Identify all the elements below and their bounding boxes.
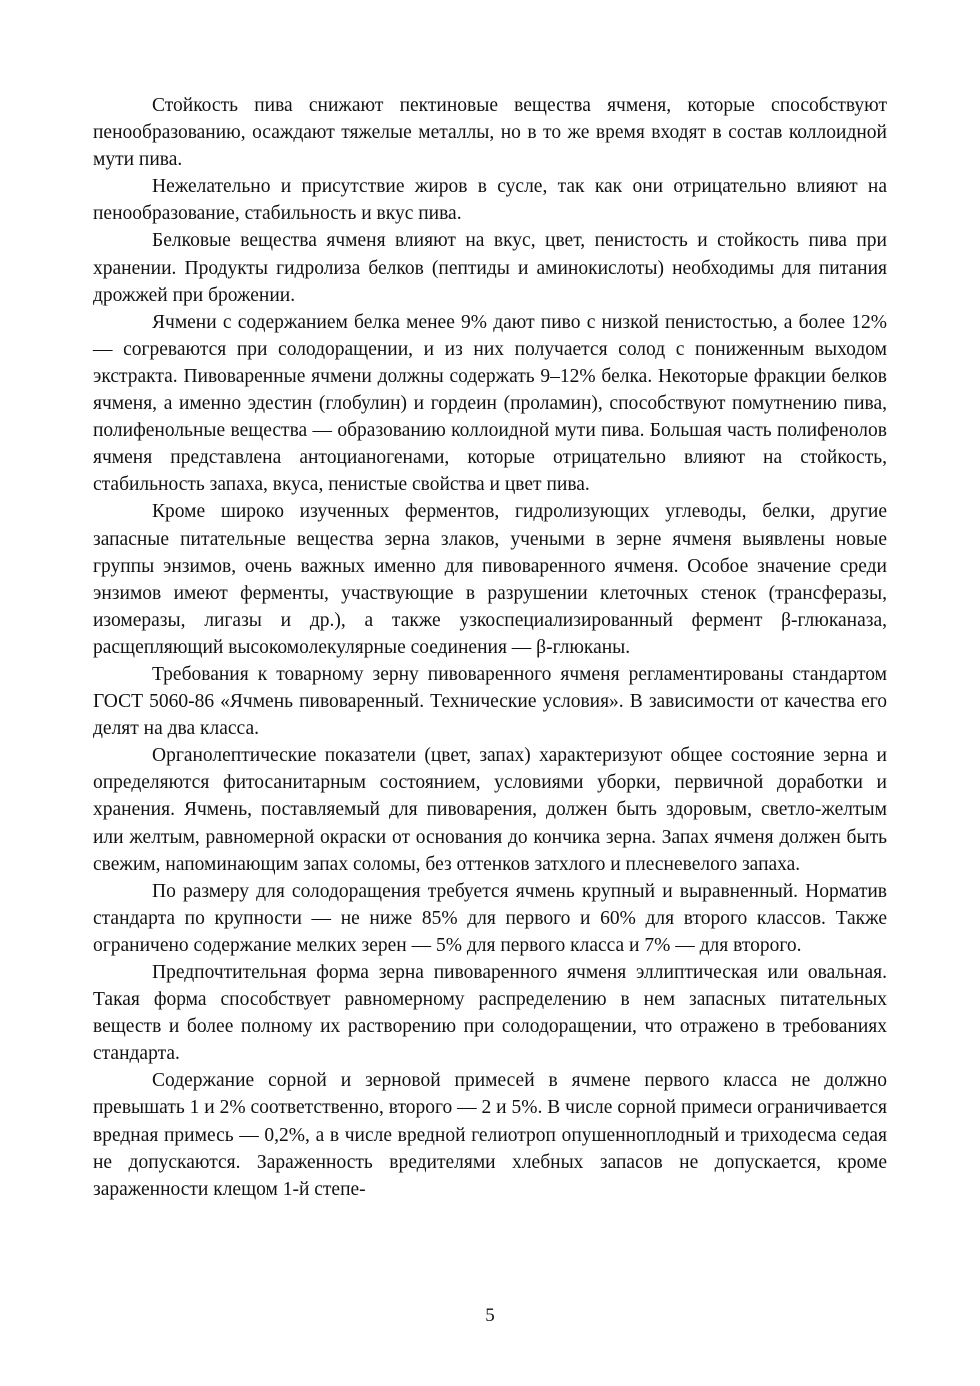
paragraph-organoleptic: Органолептические показатели (цвет, запах) характеризуют общее состояние зерна и определяются фитосанитарным состоянием, условиями уборки, первичной доработки и хранения. Ячмень, поставляемый для пивоварения, должен быть здоровым, светло-желтым или желтым, равномерной окраски от основания до кончика зерна. Запах ячменя должен быть свежим, напоминающим запах соломы, без оттенков затхлого и плесневелого запаха. (93, 745, 887, 875)
paragraph-impurities: Содержание сорной и зерновой примесей в ячмене первого класса не должно превышать 1 и 2% соответственно, второго — 2 и 5%. В числе сорной примеси ограничивается вредная примесь — 0,2%, а в числе вредной гелиотроп опушенноплодный и триходесма седая не допускаются. Зараженность вредителями хлебных запасов не допускается, кроме зараженности клещом 1-й степе- (93, 1070, 887, 1200)
paragraph-grain-shape: Предпочтительная форма зерна пивоваренного ячменя эллиптическая или овальная. Такая форма способствует равномерному распределению в нем запасных питательных веществ и более полному их растворению при солодоращении, что отражено в требованиях стандарта. (93, 962, 887, 1065)
paragraph-pectin: Стойкость пива снижают пектиновые вещества ячменя, которые способствуют пенообразованию, осаждают тяжелые металлы, но в то же время входят в состав коллоидной мути пива. (93, 95, 887, 171)
page-body (93, 92, 887, 1203)
paragraph-protein-content: Ячмени с содержанием белка менее 9% дают пиво с низкой пенистостью, а более 12% — согреваются при солодоращении, и из них получается солод с пониженным выходом экстракта. Пивоваренные ячмени должны содержать 9–12% белка. Некоторые фракции белков ячменя, а именно эдестин (глобулин) и гордеин (проламин), способствуют помутнению пива, полифенольные вещества — образованию коллоидной мути пива. Большая часть полифенолов ячменя представлена антоцианогенами, которые отрицательно влияют на стойкость, стабильность запаха, вкуса, пенистые свойства и цвет пива. (93, 311, 887, 496)
paragraph-enzymes: Кроме широко изученных ферментов, гидролизующих углеводы, белки, другие запасные питательные вещества зерна злаков, учеными в зерне ячменя выявлены новые группы энзимов, очень важных именно для пивоваренного ячменя. Особое значение среди энзимов имеют ферменты, участвующие в разрушении клеточных стенок (трансферазы, изомеразы, лигазы и др.), а также узкоспециализированный фермент β-глюканаза, расщепляющий высокомолекулярные соединения — β-глюканы. (93, 501, 887, 658)
page-number: 5 (485, 1305, 495, 1326)
paragraph-grain-size: По размеру для солодоращения требуется ячмень крупный и выравненный. Норматив стандарта по крупности — не ниже 85% для первого и 60% для второго классов. Также ограничено содержание мелких зерен — 5% для первого класса и 7% — для второго. (93, 880, 887, 956)
paragraph-fats: Нежелательно и присутствие жиров в сусле, так как они отрицательно влияют на пенообразование, стабильность и вкус пива. (93, 176, 887, 225)
paragraph-gost-requirements: Требования к товарному зерну пивоваренного ячменя регламентированы стандартом ГОСТ 5060-86 «Ячмень пивоваренный. Технические условия». В зависимости от качества его делят на два класса. (93, 663, 887, 740)
paragraph-proteins: Белковые вещества ячменя влияют на вкус, цвет, пенистость и стойкость пива при хранении. Продукты гидролиза белков (пептиды и аминокислоты) необходимы для питания дрожжей при брожении. (93, 230, 887, 306)
